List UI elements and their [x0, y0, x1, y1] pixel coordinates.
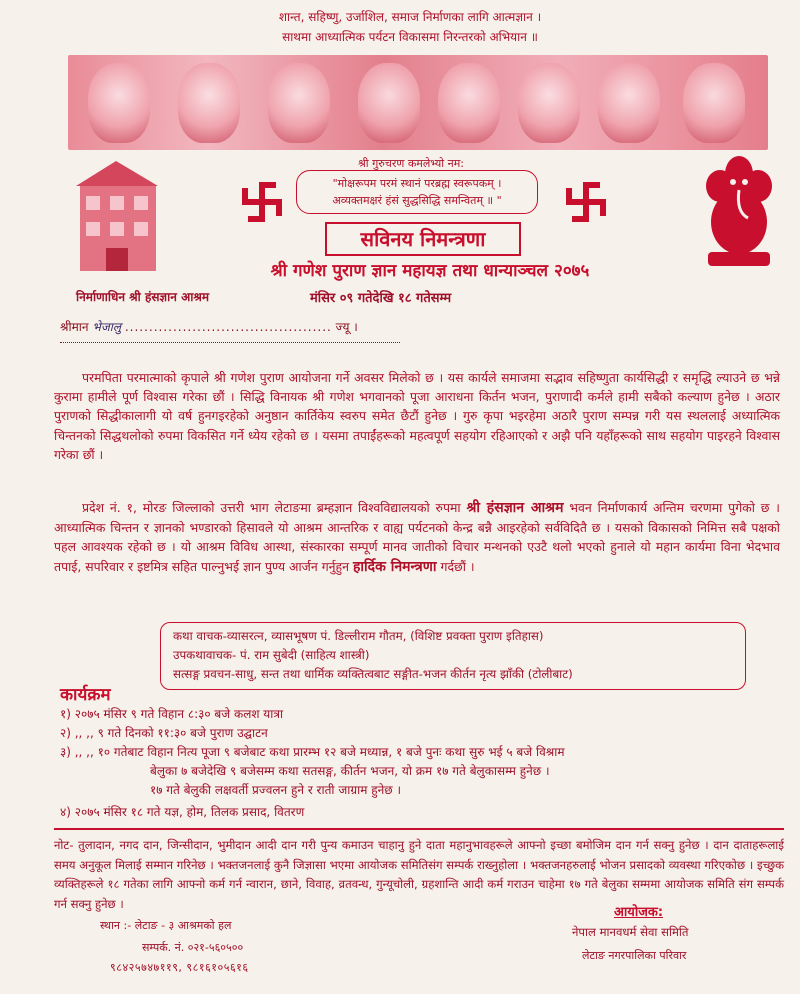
organizer-label: आयोजक:: [614, 905, 664, 920]
deity-face: [178, 63, 240, 143]
addressee-prefix: श्रीमान: [60, 320, 89, 334]
program-item-1: १) २०७५ मंसिर ९ गते विहान ८:३० बजे कलश यात्रा: [60, 707, 284, 721]
speaker-line-2: उपकथावाचक- पं. राम सुबेदी (साहित्य शास्त्री): [173, 648, 370, 662]
paragraph-2-part-a: प्रदेश नं. १, मोरङ जिल्लाको उत्तरी भाग लेटाङमा ब्रम्हज्ञान विश्वविद्यालयको रुपमा: [82, 500, 461, 515]
swastika-icon: [560, 176, 612, 228]
paragraph-2-part-c: गर्दछौं ।: [440, 558, 475, 574]
organizer-subtitle: लेटाङ नगरपालिका परिवार: [582, 949, 687, 962]
deity-face: [598, 63, 660, 143]
paragraph-1: परमपिता परमात्माको कृपाले श्री गणेश पुराण आयोजना गर्ने अवसर मिलेको छ । यस कार्यले समाजमा सद्भाव सहिष्णुता कार्यसिद्धी र समृद्धि ल्याउने छ भन्ने कुरामा हामीले पूर्ण विश्वास गरेका छौं । सिद्धि विनायक श्री गणेश भगवानको पूजा आराधना किर्तन भजन, पुराणादी कर्मले हामी सबैको कल्याण हुनेछ । अठार पुराणको सिद्धीकालागी यो वर्ष हुनगइरहेको अनुष्ठान कार्तिकेय स्वरुप समेत छैटौं हुनेछ । गुरु कृपा भइरहेमा अठारै पुराण सम्पन्न गरी यस स्थललाई अध्यात्मिक चिन्तनको सिद्धथलोको रुपमा विकसित गर्ने ध्येय रहेको छ । यसमा तपाईंहरूको महत्वपूर्ण सहयोग रहिआएको र अझै पनि यहाँहरूको साथ सहयोग पाइरहने विश्वास गरेका छौं ।: [54, 370, 780, 462]
venue-label: निर्माणाधिन श्री हंसज्ञान आश्रम: [76, 290, 210, 304]
speaker-line-1: कथा वाचक-व्यासरत्न, व्यासभूषण पं. डिल्लीराम गौतम, (विशिष्ट प्रवक्ता पुराण इतिहास): [173, 629, 544, 643]
program-item-4: ४) २०७५ मंसिर १८ गते यज्ञ, होम, तिलक प्रसाद, वितरण: [60, 805, 305, 819]
deity-face: [518, 63, 580, 143]
paragraph-2-part-b: भवन निर्माणकार्य अन्तिम चरणमा पुगेको छ । आध्यात्मिक चिन्तन र ज्ञानको भण्डारको हिसावले यो आश्रम आन्तरिक र वाह्य पर्यटनको केन्द्र बन्नै आइरहेको सर्वविदितै छ । यसको विकासको निमित्त सबै पक्षको पहल आवश्यक रहेको छ । यो आश्रम विविध आस्था, संस्कारका सम्पूर्ण मानव जातीको विचार मन्थनको एउटै थलो भएको हुनाले यो महान कार्यमा विना भेदभाव तपाई, सपरिवार र इष्टमित्र सहित पाल्नुभई ज्ञान पुण्य आर्जन गर्नुहुन: [54, 500, 780, 574]
shloka-box: [296, 170, 538, 214]
addressee-dots: ...........................................: [124, 320, 332, 334]
note-paragraph: नोट- तुलादान, नगद दान, जिन्सीदान, भुमीदान आदी दान गरी पुन्य कमाउन चाहानु हुने दाता महानुभावहरूले आफ्नो इच्छा बमोजिम दान गर्न सक्नु हुनेछ । दान दाताहरूलाई समय अनुकूल मिलाई सम्मान गरिनेछ । भक्तजनलाई कुनै जिज्ञासा भएमा आयोजक समितिसंग सम्पर्क राख्नुहोला । भक्तजनहरुलाई भोजन प्रसादको व्यवस्था गरिएकोछ । इच्छुक व्यक्तिहरूले १८ गतेका लागि आफ्नो कर्म गर्न न्वारान, छाने, विवाह, व्रतवन्ध, गुन्यूचोली, ग्रहशान्ति आदी कर्म गराउन चाहेमा १७ गते बेलुका सम्ममा आयोजक समिति संग सम्पर्क गर्न सक्नु हुनेछ ।: [54, 828, 784, 914]
event-dates: मंसिर ०९ गतेदेखि १८ गतेसम्म: [310, 291, 452, 306]
addressee-suffix: ज्यू ।: [335, 320, 358, 334]
speakers-box: [160, 622, 746, 690]
deities-banner-image: [68, 55, 768, 150]
invitation-title: सविनय निमन्त्रणा: [325, 222, 521, 256]
deity-face: [358, 63, 420, 143]
phone-numbers: ९८४२५७४७११९, ९८१६१०५६१६: [110, 961, 249, 974]
deity-face: [268, 63, 330, 143]
addressee-name: भेजालु: [92, 320, 121, 334]
invitation-highlight: हार्दिक निमन्त्रणा: [352, 558, 437, 575]
invocation-line: श्री गुरुचरण कमलेभ्यो नम:: [357, 157, 464, 170]
ashram-building-image: [66, 156, 166, 274]
blank-dotted-line: [60, 342, 400, 343]
shloka-line-2: अव्यक्तमक्षरं हंसं सुद्धसिद्धि समन्वितम् ॥ ": [332, 194, 502, 207]
shloka-line-1: "मोक्षरूपम परमं स्थानं परब्रह्म स्वरूपकम् ।: [332, 177, 502, 190]
program-item-3: ३) ,, ,, १० गतेबाट विहान नित्य पूजा ९ बजेबाट कथा प्रारम्भ १२ बजे मध्यान्न, १ बजे पुनः कथा सुरु भई ५ बजे विश्राम: [60, 745, 565, 759]
deity-face: [683, 63, 745, 143]
organizer-name: नेपाल मानवधर्म सेवा समिति: [572, 925, 689, 939]
paragraph-2: [54, 498, 780, 577]
program-heading: कार्यक्रम: [60, 685, 111, 705]
motto-line-2: साथमा आध्यात्मिक पर्यटन विकासमा निरन्तरको अभियान ॥: [282, 30, 538, 44]
program-item-2: २) ,, ,, ९ गते दिनको ११:३० बजे पुराण उद्घाटन: [60, 726, 268, 740]
ganesha-icon: [700, 152, 778, 270]
speaker-line-3: सत्सङ्ग प्रवचन-साधु, सन्त तथा धार्मिक व्यक्तित्वबाट सङ्गीत-भजन कीर्तन नृत्य झाँकी (टोलीबाट): [173, 667, 573, 681]
event-title: श्री गणेश पुराण ज्ञान महायज्ञ तथा धान्याञ्चल २०७५: [270, 261, 590, 281]
contact-number: सम्पर्क. नं. ०२१-५६०५००: [142, 941, 244, 954]
addressee-line: [60, 318, 358, 335]
ashram-name-highlight: श्री हंसज्ञान आश्रम: [466, 500, 564, 516]
motto-line-1: शान्त, सहिष्णु, उर्जाशिल, समाज निर्माणका लागि आत्मज्ञान ।: [278, 10, 542, 24]
deity-face: [438, 63, 500, 143]
swastika-icon: [236, 176, 288, 228]
program-item-3-continued: बेलुका ७ बजेदेखि ९ बजेसम्म कथा सतसङ्ग, कीर्तन भजन, यो क्रम १७ गते बेलुकासम्म हुनेछ ।: [150, 764, 550, 778]
place-label: स्थान :- लेटाङ - ३ आश्रमको हल: [100, 919, 232, 932]
program-item-3-continued-2: १७ गते बेलुकी लक्षवर्ती प्रज्वलन हुने र राती जाग्राम हुनेछ ।: [150, 783, 402, 797]
deity-face: [88, 63, 150, 143]
